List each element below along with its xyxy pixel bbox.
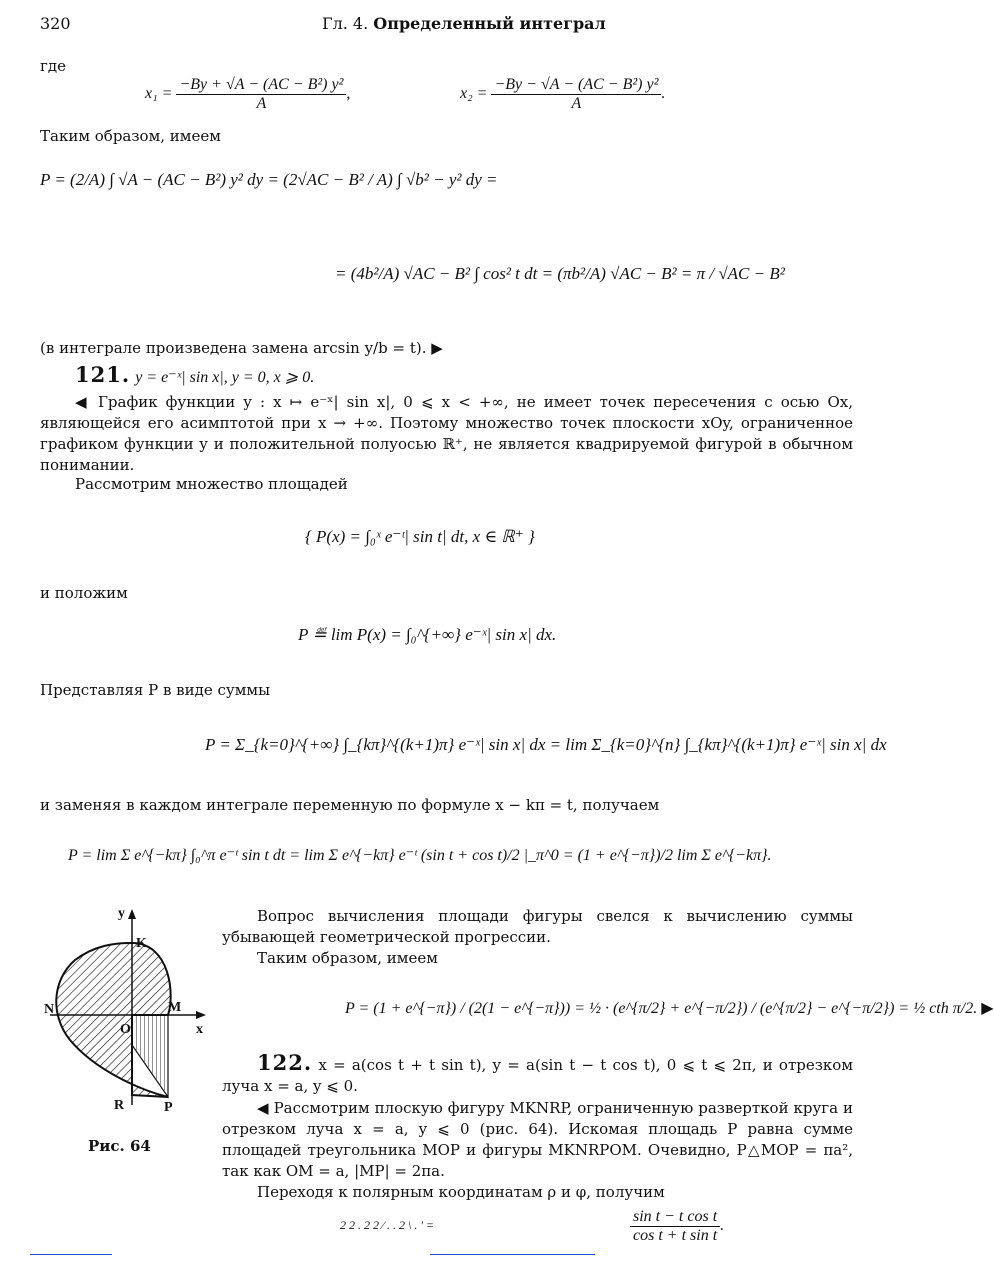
label-y: y xyxy=(118,906,125,921)
problem-122-paragraph: ◀ Рассмотрим плоскую фигуру MKNRP, ограниченную разверткой круга и отрезком луча x = a, y ⩽ 0 (рис. 64). Искомая площадь P равна сумме площадей треугольника MOP и фигуры MKNRPOM. Очевидно, P△MOP = πa², так как OM = a, |MP| = 2πa. xyxy=(222,1099,853,1180)
vopros-paragraph: Вопрос вычисления площади фигуры свелся к вычислению суммы убывающей геометрической прогрессии. xyxy=(222,907,853,946)
last-fraction-numerator: sin t − t cos t xyxy=(630,1208,720,1227)
x2-numerator: −By − √A − (AC − B²) y² xyxy=(491,76,661,95)
last-fraction: $\frac{\text{sin t − t cos t}}{\text{cos t + t sin t}}$ . xyxy=(630,1208,724,1245)
def-formula: P ≝ lim P(x) = ∫₀^{+∞} e⁻ˣ| sin x| dx. xyxy=(298,625,557,644)
formula-x2: x₂ = $\frac{\text{−By − √A − (AC − B²) y²}}{A}$ . xyxy=(460,76,666,112)
label-k: K xyxy=(136,936,147,951)
page-number: 320 xyxy=(40,14,71,33)
formula-x1: x₁ = $\frac{\text{−By + √A − (AC − B²) y²}}{A}$ , xyxy=(145,76,351,112)
problem-122-block xyxy=(222,1052,853,1097)
last-formula-garbled: 2 2 . 2 2 ⁄ . . 2 \ . ' = xyxy=(340,1218,435,1232)
final-formula: P = (1 + e^{−π}) / (2(1 − e^{−π})) = ½ · (e^{π/2} + e^{−π/2}) / (e^{π/2} − e^{−π/2}) = ½ cth π/2. ▶ xyxy=(345,1000,994,1017)
substitution-note: (в интеграле произведена замена arcsin y/b = t). ▶ xyxy=(40,339,443,357)
last-fraction-denominator: cos t + t sin t xyxy=(633,1227,718,1244)
p-formula-line1: P = (2/A) ∫ √A − (AC − B²) y² dy = (2√AC − B² / A) ∫ √b² − y² dy = xyxy=(40,170,498,189)
x2-lhs: x₂ = xyxy=(460,85,488,103)
figure-region-curve xyxy=(56,943,170,1097)
label-m: M xyxy=(168,1000,182,1015)
y-axis-arrow xyxy=(128,909,136,919)
predstavlyaya: Представляя P в виде суммы xyxy=(40,681,271,699)
figure-caption: Рис. 64 xyxy=(88,1137,151,1155)
p-formula-line2: = (4b²/A) √AC − B² ∫ cos² t dt = (πb²/A) √AC − B² = π / √AC − B² xyxy=(335,264,785,283)
word-gde: где xyxy=(40,57,66,75)
label-p: P xyxy=(164,1100,173,1115)
sum-formula: P = Σ_{k=0}^{+∞} ∫_{kπ}^{(k+1)π} e⁻ˣ| sin x| dx = lim Σ_{k=0}^{n} ∫_{kπ}^{(k+1)π} e⁻ˣ| sin x| dx xyxy=(205,735,887,754)
label-o: O xyxy=(120,1022,131,1037)
problem-121-paragraph: ◀ График функции y : x ↦ e⁻ˣ| sin x|, 0 ⩽ x < +∞, не имеет точек пересечения с осью Ox, являющейся его асимптотой при x → +∞. Поэтому множество точек плоскости xOy, ограниченное графиком функции y и положительной полуосью ℝ⁺, не является квадрируемой фигурой в обычном понимании. xyxy=(40,393,853,474)
problem-121-number: 121. xyxy=(75,362,131,387)
problem-122-number: 122. xyxy=(257,1050,313,1075)
problem-121-statement: y = e⁻ˣ| sin x|, y = 0, x ⩾ 0. xyxy=(135,369,315,386)
takim-obrazom: Таким образом, имеем xyxy=(40,127,221,145)
problem-121-heading xyxy=(75,362,314,387)
chapter-header xyxy=(322,14,606,34)
zamenyaya: и заменяя в каждом интеграле переменную по формуле x − kπ = t, получаем xyxy=(40,796,660,814)
set-formula: { P(x) = ∫₀ˣ e⁻ᵗ| sin t| dt, x ∈ ℝ⁺ } xyxy=(305,527,535,546)
footer-link-right[interactable] xyxy=(430,1254,595,1255)
x1-fraction xyxy=(176,76,346,113)
big-formula: P = lim Σ e^{−kπ} ∫₀^π e⁻ᵗ sin t dt = lim Σ e^{−kπ} e⁻ᵗ (sin t + cos t)/2 |_π^0 = (1 + e^{−π})/2 lim Σ e^{−kπ}. xyxy=(68,847,772,864)
x1-numerator: −By + √A − (AC − B²) y² xyxy=(176,76,346,95)
figure-64 xyxy=(40,905,210,1120)
x1-lhs: x₁ = xyxy=(145,85,173,103)
polozhim: и положим xyxy=(40,584,128,602)
label-r: R xyxy=(114,1098,125,1113)
label-x: x xyxy=(196,1022,203,1037)
x2-denominator: A xyxy=(571,95,582,112)
footer-link-left[interactable] xyxy=(30,1254,112,1255)
x1-denominator: A xyxy=(256,95,267,112)
label-n: N xyxy=(44,1002,55,1017)
rassmotrim: Рассмотрим множество площадей xyxy=(75,475,348,493)
x2-fraction xyxy=(491,76,661,113)
chapter-title: Определенный интеграл xyxy=(373,14,606,33)
chapter-prefix: Гл. 4. xyxy=(322,14,369,33)
problem-122-statement: x = a(cos t + t sin t), y = a(sin t − t cos t), 0 ⩽ t ⩽ 2π, и отрезком луча x = a, y ⩽ 0. xyxy=(222,1056,853,1095)
x-axis-arrow xyxy=(196,1011,206,1019)
takim-obrazom-2: Таким образом, имеем xyxy=(257,949,438,967)
perehodya: Переходя к полярным координатам ρ и φ, получим xyxy=(257,1183,665,1201)
